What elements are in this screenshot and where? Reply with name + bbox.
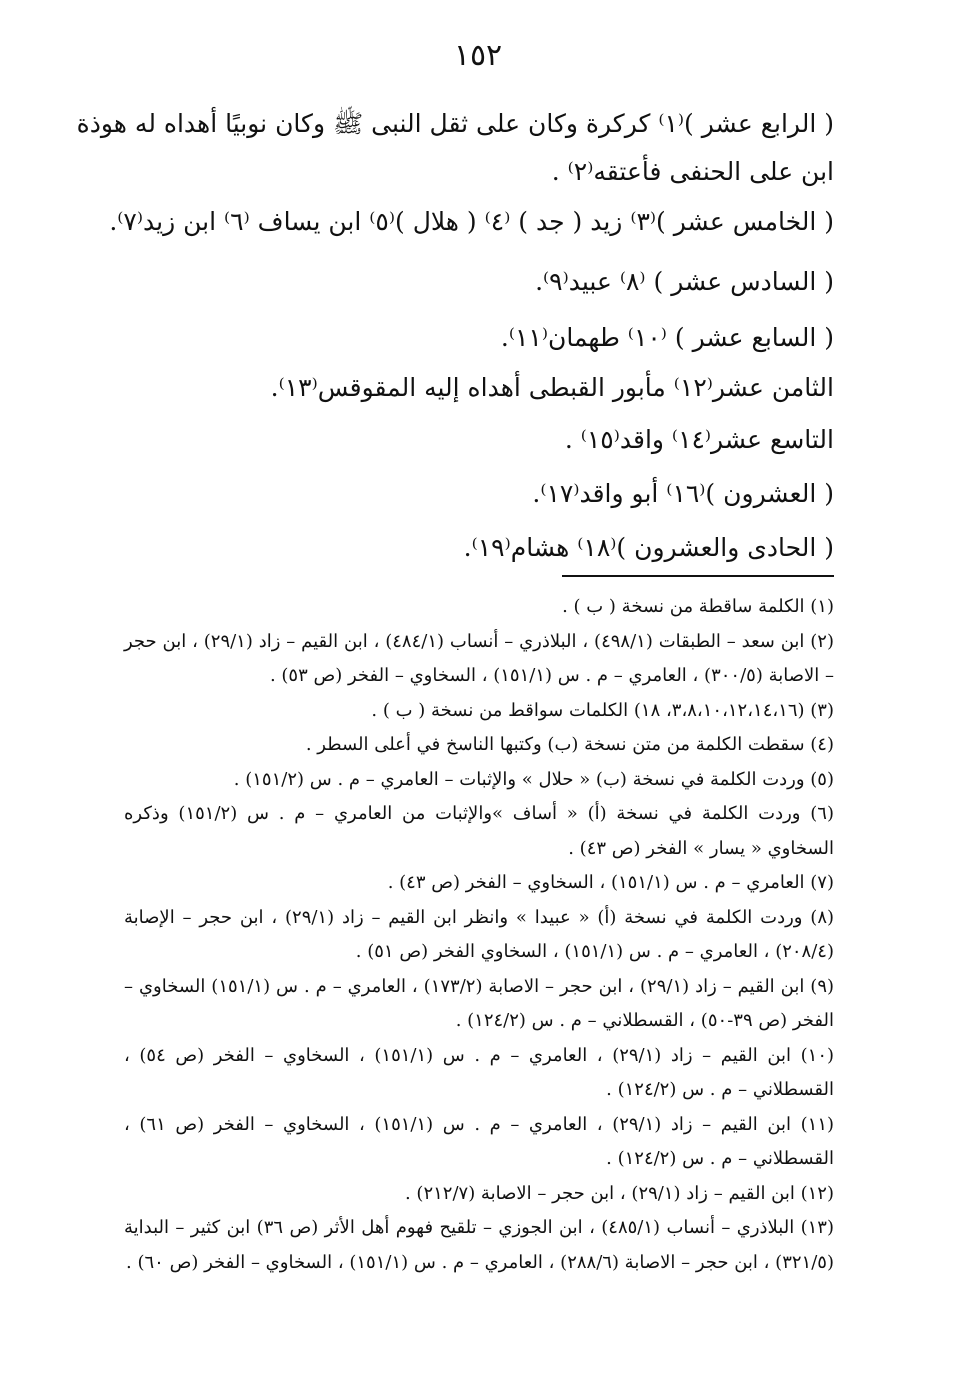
footnote-6: (٦) وردت الكلمة في نسخة (أ) « أساف »والإثبات من العامري – م . س (١٥١/٢) وذكره السخاوي « يسار » الفخر (ص ٤٣) .	[124, 803, 834, 859]
main-line-9: ( الحادى والعشرون )⁽١٨⁾ هشام⁽١٩⁾.	[463, 533, 834, 562]
main-line-3: ( الخامس عشر )⁽٣⁾ زيد ( جد ) ⁽٤⁾ ( هلال )⁽٥⁾ ابن يساف ⁽٦⁾ ابن زيد⁽٧⁾.	[109, 207, 834, 236]
main-line-4: ( السادس عشر ) ⁽٨⁾ عبيد⁽٩⁾.	[535, 267, 834, 296]
main-line-7: التاسع عشر⁽١٤⁾ واقد⁽١٥⁾ .	[564, 425, 834, 454]
footnote-10: (١٠) ابن القيم – زاد (٢٩/١) ، العامري – م . س (١٥١/١) ، السخاوي – الفخر (ص ٥٤) ، القسطلاني – م . س (١٢٤/٢) .	[124, 1044, 835, 1100]
footnote-1: (١) الكلمة ساقطة من نسخة ( ب ) .	[562, 596, 834, 617]
footnote-11: (١١) ابن القيم – زاد (٢٩/١) ، العامري – م . س (١٥١/١) ، السخاوي – الفخر (ص ٦١) ، القسطلاني – م . س (١٢٤/٢) .	[124, 1113, 835, 1169]
main-line-6: الثامن عشر⁽١٢⁾ مأبور القبطى أهداه إليه المقوقس⁽١٣⁾.	[270, 373, 834, 402]
page-number: ١٥٢	[453, 38, 503, 73]
main-line-8: ( العشرون )⁽١٦⁾ أبو واقد⁽١٧⁾.	[532, 479, 834, 508]
footnote-separator	[562, 575, 834, 577]
footnote-8: (٨) وردت الكلمة في نسخة (أ) « عبيدا » وانظر ابن القيم – زاد (٢٩/١) ، ابن حجر – الإصابة (٢٠٨/٤) ، العامري – م . س (١٥١/١) ، السخاوي الفخر (ص ٥١) .	[124, 906, 835, 962]
footnote-7: (٧) العامري – م . س (١٥١/١) ، السخاوي – الفخر (ص ٤٣) .	[387, 872, 834, 893]
footnote-13: (١٣) البلاذري – أنساب (٤٨٥/١) ، ابن الجوزي – تلقيح فهوم أهل الأثر (ص ٣٦) ابن كثير – البداية (٣٢١/٥) ، ابن حجر – الاصابة (٢٨٨/٦) ، العامري – م . س (١٥١/١) ، السخاوي – الفخر (ص ٦٠) .	[124, 1217, 834, 1273]
footnote-5: (٥) وردت الكلمة في نسخة (ب) « حلال » والإثبات – العامري – م . س (١٥١/٢) .	[233, 768, 834, 790]
main-line-5: ( السابع عشر ) ⁽١٠⁾ طهمان⁽١١⁾.	[500, 323, 834, 352]
footnote-12: (١٢) ابن القيم – زاد (٢٩/١) ، ابن حجر – الاصابة (٢١٢/٧) .	[404, 1182, 834, 1204]
main-line-2: ابن على الحنفى فأعتقه⁽٢⁾ .	[551, 157, 834, 186]
footnote-3: (٣) (٣،٨،١٠،١٢،١٤،١٦، ١٨) الكلمات سواقط من نسخة ( ب ) .	[371, 699, 834, 721]
footnotes	[124, 590, 834, 1280]
footnote-9: (٩) ابن القيم – زاد (٢٩/١) ، ابن حجر – الاصابة (١٧٣/٢) ، العامري – م . س (١٥١/١) السخاوي – الفخر (ص ٣٩-٥٠) ، القسطلاني – م . س (١٢٤/٢) .	[124, 975, 835, 1031]
footnote-2: (٢) ابن سعد – الطبقات (٤٩٨/١) ، البلاذري – أنساب (٤٨٤/١) ، ابن القيم – زاد (٢٩/١) ، ابن حجر – الاصابة (٣٠٠/٥) ، العامري – م . س (١٥١/١) ، السخاوي – الفخر (ص ٥٣) .	[124, 630, 834, 686]
footnote-4: (٤) سقطت الكلمة من متن نسخة (ب) وكتبها الناسخ في أعلى السطر .	[305, 734, 834, 755]
main-line-1: ( الرابع عشر )⁽١⁾ كركرة وكان على ثقل النبى ﷺ وكان نوبيًا أهداه له هوذة	[76, 109, 834, 138]
